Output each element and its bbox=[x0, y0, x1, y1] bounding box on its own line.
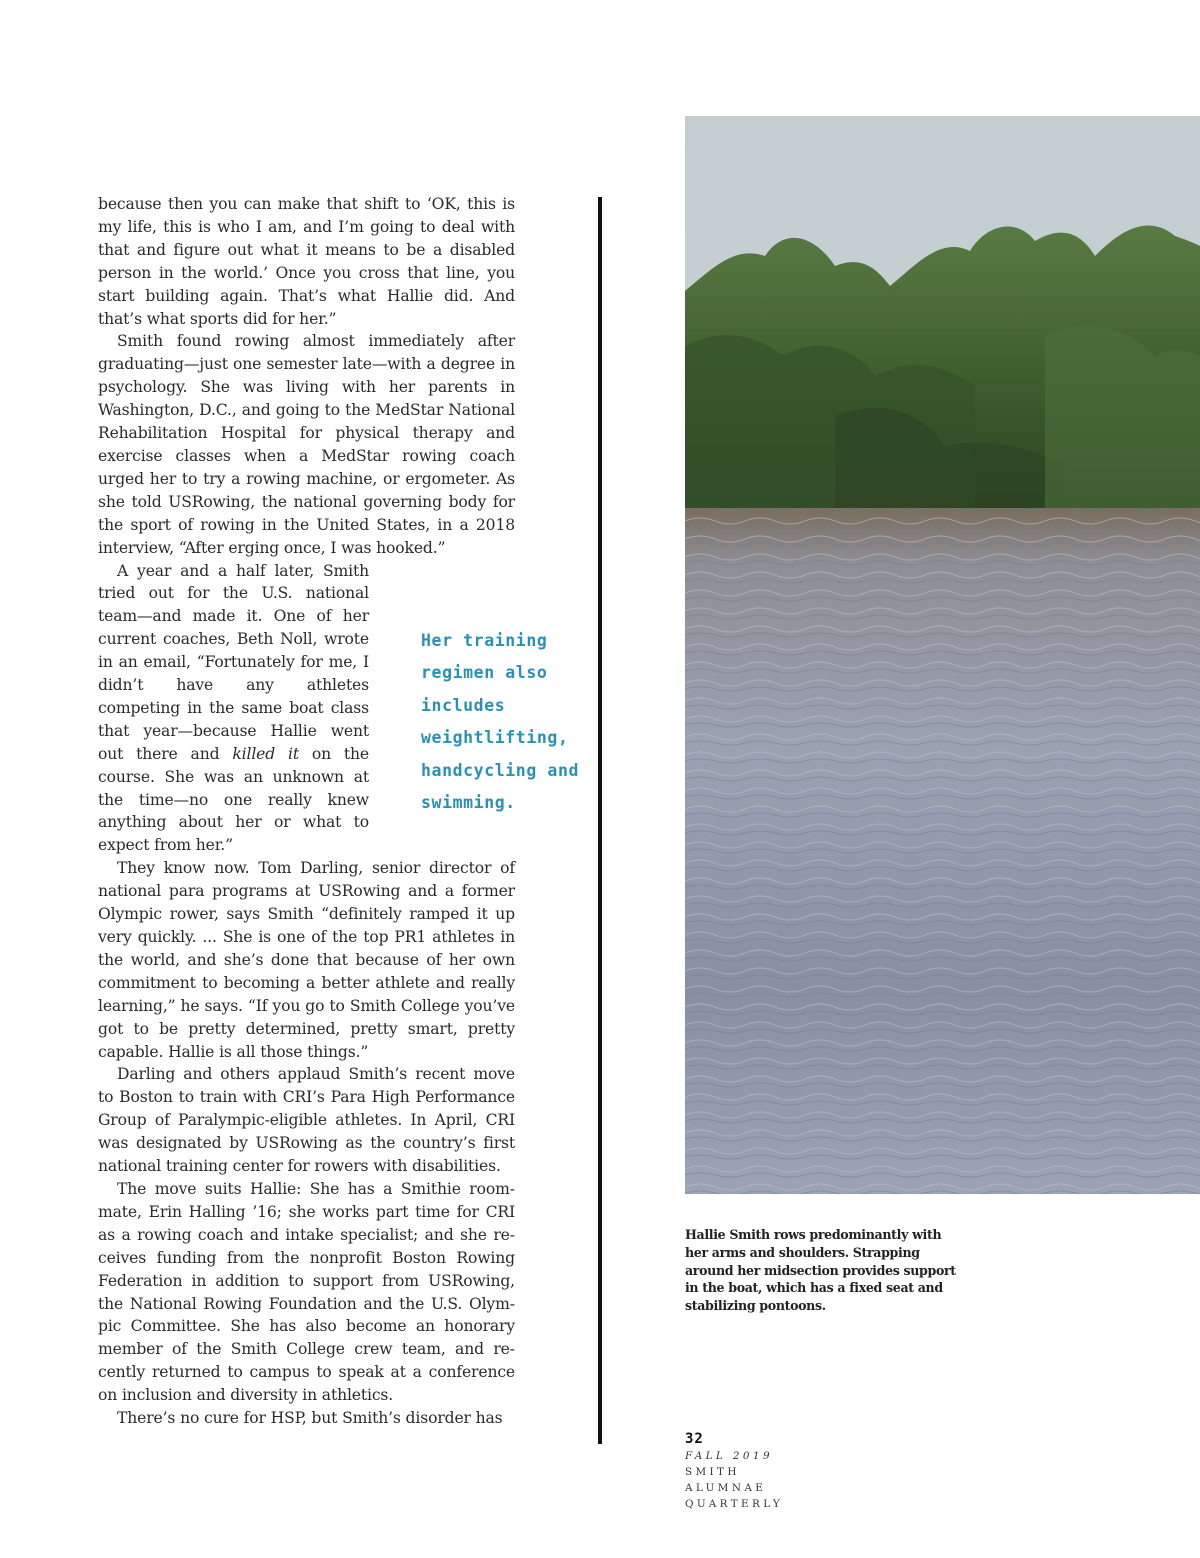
issue-date: FALL 2019 bbox=[685, 1450, 773, 1462]
article-paragraph: because then you can make that shift to ‘OK, this is my life, this is who I am, and I’m going to deal with that and figure out what it means to be a disabled person in the world.’ Once you cross that line, you start building again. That’s what Hallie did. And that’s what sports did for her.” bbox=[98, 195, 515, 328]
article-paragraph: Smith found rowing almost immediately after graduating—just one semester late—with a degree in psychology. She was living with her parents in Washington, D.C., and going to the MedStar National Rehabilitation Hospital for physical therapy and exercise classes when a MedStar rowing coach urged her to try a rowing machine, or ergometer. As she told USRowing, the national governing body for the sport of rowing in the United States, in a 2018 interview, “After erging once, I was hooked.” bbox=[98, 332, 515, 557]
article-paragraph: They know now. Tom Darling, senior director of national para programs at USRowing and a former Olympic rower, says Smith “definitely ramped it up very quickly. ... She is one of the top PR1 athletes in the world, and she’s done that because of her own commitment to becoming a better athlete and really learning,” he says. “If you go to Smith College you’ve got to be pretty determined, pretty smart, pretty capable. Hallie is all those things.” bbox=[98, 859, 515, 1061]
page-number: 32 bbox=[685, 1431, 704, 1447]
publication-name-line: QUARTERLY bbox=[685, 1498, 784, 1510]
publication-name-line: ALUMNAE bbox=[685, 1482, 767, 1494]
article-emphasis: killed it bbox=[232, 744, 299, 763]
article-paragraph-text-tail: on the course. She was an unknown at the time—no one really knew anything about her or what to expect from her.” bbox=[98, 744, 369, 855]
photo-caption: Hallie Smith rows predominantly with her arms and shoulders. Strapping around her midsection provides support in the boat, which has a fixed seat and stabilizing pontoons. bbox=[685, 1227, 956, 1314]
pull-quote: Her training regimen also includes weightlifting, handcycling and swimming. bbox=[421, 631, 580, 813]
rowing-photo bbox=[685, 116, 1200, 1194]
article-paragraph: The move suits Hallie: She has a Smithie roommate, Erin Halling ’16; she works part time for CRI as a rowing coach and intake specialist; and she receives funding from the nonprofit Boston Rowing Federation in addition to support from USRowing, the National Rowing Foundation and the U.S. Olympic Committee. She has also become an honorary member of the Smith College crew team, and recently returned to campus to speak at a conference on inclusion and diversity in athletics. bbox=[98, 1179, 515, 1405]
article-paragraph: Darling and others applaud Smith’s recent move to Boston to train with CRI’s Para High Performance Group of Paralympic-eligible athletes. In April, CRI was designated by USRowing as the country’s first national training center for rowers with disabilities. bbox=[98, 1065, 515, 1176]
column-rule bbox=[598, 197, 602, 1444]
page-folio bbox=[685, 1430, 885, 1512]
article-paragraph-text: A year and a half later, Smith tried out for the U.S. national team—and made it. One of her current coaches, Beth Noll, wrote in an email, “Fortunately for me, I didn’t have any athletes competing in the same boat class that year—because Hallie went out there and bbox=[98, 561, 369, 763]
publication-name-line: SMITH bbox=[685, 1466, 740, 1478]
article-paragraph: There’s no cure for HSP, but Smith’s disorder has bbox=[117, 1409, 503, 1428]
